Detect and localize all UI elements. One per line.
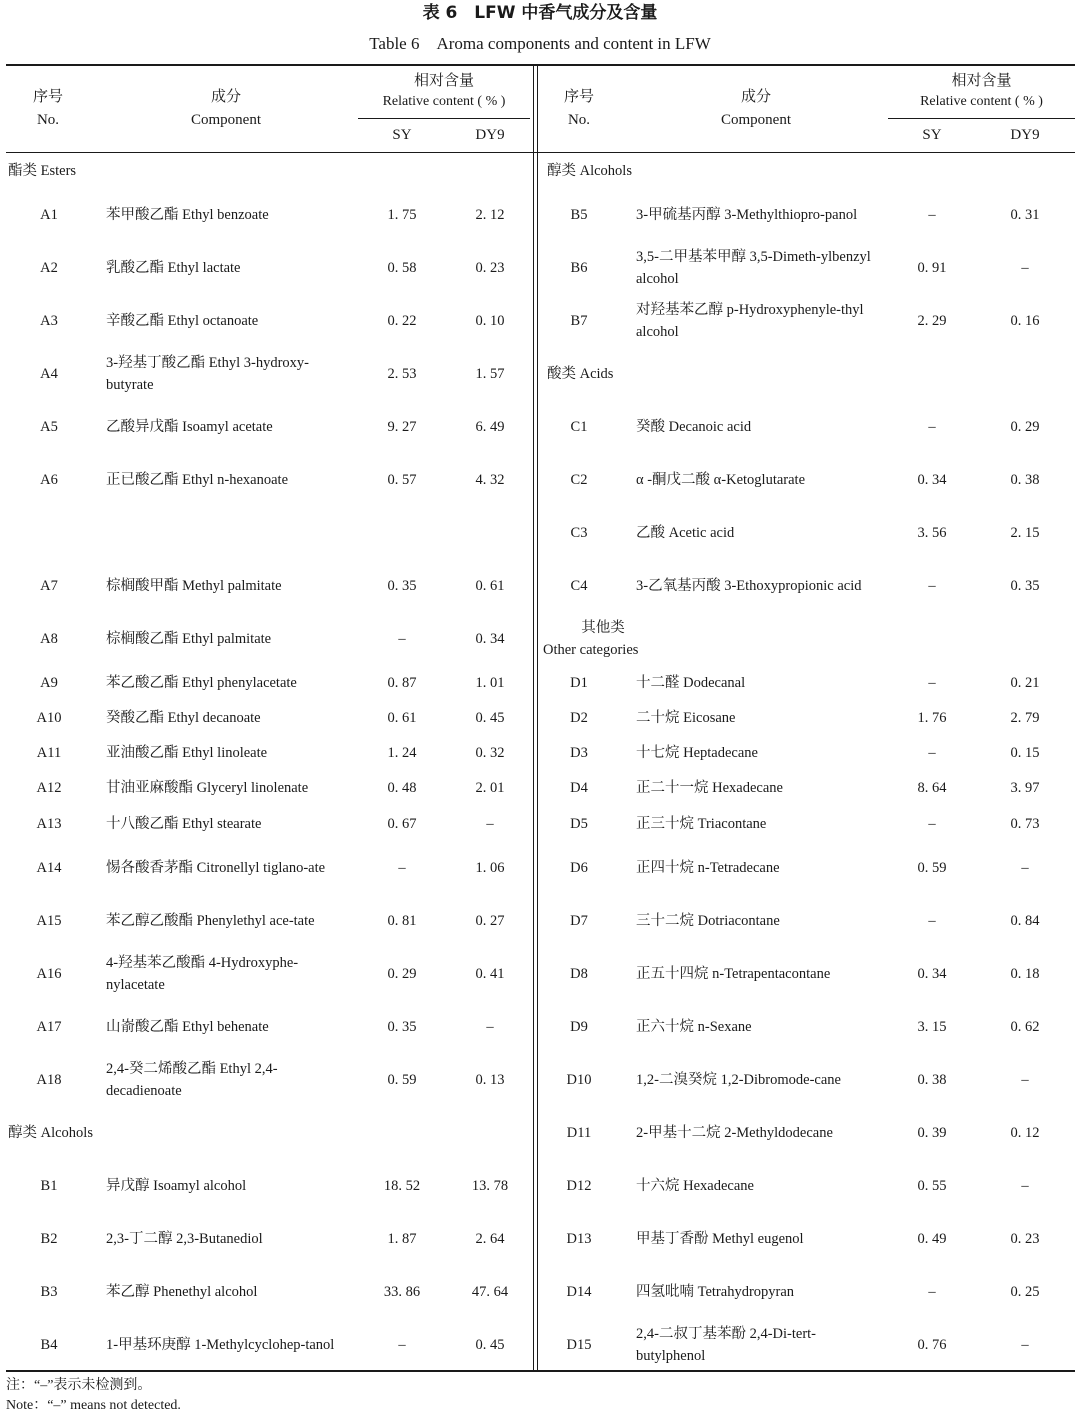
row-number: A14 xyxy=(36,860,62,876)
row-value-sy: 9. 27 xyxy=(387,419,417,435)
row-component: α -酮戊二酸 α-Ketoglutarate xyxy=(636,472,806,488)
row-value-sy: 1. 24 xyxy=(387,745,417,761)
row-component: 3-羟基丁酸乙酯 Ethyl 3-hydroxy-butyrate xyxy=(106,355,309,393)
row-value-dy9: 0. 18 xyxy=(1010,966,1040,982)
row-value-dy9: – xyxy=(1021,1178,1029,1194)
row-component: 甘油亚麻酸酯 Glyceryl linolenate xyxy=(106,780,309,796)
row-component: 十八酸乙酯 Ethyl stearate xyxy=(106,816,262,832)
table-caption-zh: 表 6 LFW 中香气成分及含量 xyxy=(422,3,658,23)
header-sy: SY xyxy=(392,127,412,143)
row-value-dy9: – xyxy=(1021,1337,1029,1353)
row-component: 三十二烷 Dotriacontane xyxy=(636,913,780,929)
row-value-dy9: 13. 78 xyxy=(471,1178,509,1194)
row-component: 辛酸乙酯 Ethyl octanoate xyxy=(106,313,259,329)
row-value-sy: 0. 57 xyxy=(387,472,417,488)
row-number: A1 xyxy=(40,207,58,223)
row-component: 癸酸 Decanoic acid xyxy=(636,419,752,435)
row-number: D13 xyxy=(566,1231,592,1247)
row-number: A4 xyxy=(40,366,58,382)
note-en: Note：“–” means not detected. xyxy=(6,1398,181,1413)
row-value-dy9: 1. 01 xyxy=(475,675,505,691)
row-value-sy: 0. 58 xyxy=(387,260,417,276)
row-number: D1 xyxy=(570,675,588,691)
header-no-zh: 序号 xyxy=(32,89,63,105)
row-value-sy: 33. 86 xyxy=(383,1284,421,1300)
row-value-sy: 0. 34 xyxy=(917,472,947,488)
row-component: 正六十烷 n-Sexane xyxy=(636,1019,752,1035)
row-number: A6 xyxy=(40,472,58,488)
row-value-dy9: – xyxy=(1021,1072,1029,1088)
header-dy9: DY9 xyxy=(475,127,505,143)
row-number: B6 xyxy=(570,260,588,276)
row-component: 3-乙氧基丙酸 3-Ethoxypropionic acid xyxy=(636,578,862,594)
row-number: A5 xyxy=(40,419,58,435)
row-component: 惕各酸香茅酯 Citronellyl tiglano-ate xyxy=(106,860,326,876)
row-value-sy: – xyxy=(928,816,936,832)
header-sy: SY xyxy=(922,127,942,143)
row-component: 乙酸 Acetic acid xyxy=(636,525,735,541)
row-number: B5 xyxy=(570,207,588,223)
row-value-sy: 3. 56 xyxy=(917,525,947,541)
row-value-dy9: 0. 12 xyxy=(1010,1125,1040,1141)
section-heading: 醇类 Alcohols xyxy=(8,1125,93,1141)
row-number: B3 xyxy=(40,1284,58,1300)
row-component: 十六烷 Hexadecane xyxy=(636,1178,754,1194)
row-value-dy9: 2. 79 xyxy=(1010,710,1040,726)
row-value-sy: – xyxy=(398,860,406,876)
row-component: 对羟基苯乙醇 p-Hydroxyphenyle-thyl alcohol xyxy=(636,302,864,340)
row-value-dy9: 0. 29 xyxy=(1010,419,1040,435)
row-value-dy9: – xyxy=(486,1019,494,1035)
row-component: 四氢吡喃 Tetrahydropyran xyxy=(636,1284,795,1300)
row-value-dy9: 0. 35 xyxy=(1010,578,1040,594)
row-number: D6 xyxy=(570,860,588,876)
row-value-sy: – xyxy=(398,1337,406,1353)
header-rel-en: Relative content ( % ) xyxy=(382,94,506,109)
row-number: D15 xyxy=(566,1337,592,1353)
header-comp-en: Component xyxy=(191,112,261,128)
row-value-sy: – xyxy=(928,207,936,223)
row-number: A2 xyxy=(40,260,58,276)
row-value-sy: 0. 81 xyxy=(387,913,417,929)
row-component: 山嵛酸乙酯 Ethyl behenate xyxy=(106,1019,269,1035)
row-value-sy: 0. 61 xyxy=(387,710,417,726)
section-heading-zh: 其他类 xyxy=(581,620,625,636)
row-number: D8 xyxy=(570,966,588,982)
row-component: 正已酸乙酯 Ethyl n-hexanoate xyxy=(106,472,289,488)
row-value-sy: 3. 15 xyxy=(917,1019,947,1035)
row-number: D2 xyxy=(570,710,588,726)
note-zh: 注：“–”表示未检测到。 xyxy=(6,1378,152,1393)
row-value-sy: 0. 87 xyxy=(387,675,417,691)
row-component: 癸酸乙酯 Ethyl decanoate xyxy=(106,710,261,726)
row-component: 二十烷 Eicosane xyxy=(636,710,736,726)
row-component: 2-甲基十二烷 2-Methyldodecane xyxy=(636,1125,833,1141)
row-value-sy: 0. 22 xyxy=(387,313,417,329)
row-number: A3 xyxy=(40,313,58,329)
row-value-sy: 0. 48 xyxy=(387,780,417,796)
row-component: 苯乙醇乙酸酯 Phenylethyl ace-tate xyxy=(106,913,315,929)
row-value-sy: – xyxy=(398,631,406,647)
row-number: D9 xyxy=(570,1019,588,1035)
row-value-dy9: 0. 23 xyxy=(475,260,505,276)
row-component: 2,4-癸二烯酸乙酯 Ethyl 2,4-decadienoate xyxy=(106,1061,278,1099)
row-component: 正三十烷 Triacontane xyxy=(636,816,767,832)
row-number: A9 xyxy=(40,675,58,691)
row-component: 正四十烷 n-Tetradecane xyxy=(636,860,780,876)
header-no-zh: 序号 xyxy=(563,89,594,105)
subheader-rule-left xyxy=(358,118,530,119)
row-number: C1 xyxy=(570,419,588,435)
row-value-dy9: 0. 62 xyxy=(1010,1019,1040,1035)
row-value-sy: 1. 87 xyxy=(387,1231,417,1247)
row-value-dy9: 6. 49 xyxy=(475,419,505,435)
subheader-rule-right xyxy=(888,118,1075,119)
row-number: A7 xyxy=(40,578,58,594)
header-rel-en: Relative content ( % ) xyxy=(920,94,1043,109)
row-number: A17 xyxy=(36,1019,62,1035)
row-value-sy: 1. 76 xyxy=(917,710,947,726)
row-value-sy: – xyxy=(928,745,936,761)
row-component: 正五十四烷 n-Tetrapentacontane xyxy=(636,966,831,982)
row-value-sy: 0. 38 xyxy=(917,1072,947,1088)
row-component: 棕榈酸甲酯 Methyl palmitate xyxy=(106,578,282,594)
row-component: 亚油酸乙酯 Ethyl linoleate xyxy=(106,745,268,761)
row-value-sy: – xyxy=(928,578,936,594)
row-number: B7 xyxy=(570,313,588,329)
section-heading: 酸类 Acids xyxy=(547,366,614,382)
header-dy9: DY9 xyxy=(1010,127,1040,143)
row-value-sy: 0. 39 xyxy=(917,1125,947,1141)
row-value-dy9: 0. 73 xyxy=(1010,816,1040,832)
row-number: A11 xyxy=(36,745,62,761)
row-value-sy: 0. 59 xyxy=(387,1072,417,1088)
row-value-sy: 0. 76 xyxy=(917,1337,947,1353)
row-number: B1 xyxy=(40,1178,58,1194)
row-value-dy9: – xyxy=(486,816,494,832)
row-number: B4 xyxy=(40,1337,58,1353)
row-value-dy9: 0. 16 xyxy=(1010,313,1040,329)
row-component: 1-甲基环庚醇 1-Methylcyclohep-tanol xyxy=(106,1337,335,1353)
row-value-sy: 0. 35 xyxy=(387,1019,417,1035)
row-value-sy: 0. 67 xyxy=(387,816,417,832)
row-number: D12 xyxy=(566,1178,592,1194)
row-component: 棕榈酸乙酯 Ethyl palmitate xyxy=(106,631,272,647)
row-number: D5 xyxy=(570,816,588,832)
row-number: A16 xyxy=(36,966,62,982)
row-number: D4 xyxy=(570,780,588,796)
row-value-sy: 2. 29 xyxy=(917,313,947,329)
row-value-dy9: 0. 15 xyxy=(1010,745,1040,761)
row-number: A15 xyxy=(36,913,62,929)
row-component: 十二醛 Dodecanal xyxy=(636,675,746,691)
row-value-dy9: 0. 25 xyxy=(1010,1284,1040,1300)
section-heading-en: Other categories xyxy=(543,642,639,658)
row-value-sy: 0. 29 xyxy=(387,966,417,982)
row-value-sy: – xyxy=(928,419,936,435)
row-value-dy9: 0. 32 xyxy=(475,745,505,761)
row-number: D14 xyxy=(566,1284,592,1300)
bottom-rule xyxy=(6,1370,1075,1372)
row-value-dy9: 0. 45 xyxy=(475,710,505,726)
row-number: A8 xyxy=(40,631,58,647)
row-value-sy: 0. 49 xyxy=(917,1231,947,1247)
row-value-dy9: 0. 45 xyxy=(475,1337,505,1353)
row-component: 3-甲硫基丙醇 3-Methylthiopro-panol xyxy=(636,207,858,223)
row-value-sy: 0. 91 xyxy=(917,260,947,276)
row-value-dy9: – xyxy=(1021,260,1029,276)
row-value-sy: 0. 34 xyxy=(917,966,947,982)
row-value-dy9: 2. 64 xyxy=(475,1231,505,1247)
row-value-sy: 2. 53 xyxy=(387,366,417,382)
row-component: 乳酸乙酯 Ethyl lactate xyxy=(106,260,241,276)
row-number: D3 xyxy=(570,745,588,761)
header-no-en: No. xyxy=(36,112,60,128)
row-value-dy9: – xyxy=(1021,860,1029,876)
row-component: 苯乙醇 Phenethyl alcohol xyxy=(106,1284,258,1300)
row-value-dy9: 1. 06 xyxy=(475,860,505,876)
row-number: A13 xyxy=(36,816,62,832)
row-component: 正二十一烷 Hexadecane xyxy=(636,780,783,796)
row-component: 异戊醇 Isoamyl alcohol xyxy=(106,1178,247,1194)
row-value-sy: – xyxy=(928,913,936,929)
header-no-en: No. xyxy=(567,112,591,128)
header-rel-zh: 相对含量 xyxy=(413,73,474,89)
row-number: B2 xyxy=(40,1231,58,1247)
row-component: 甲基丁香酚 Methyl eugenol xyxy=(636,1231,804,1247)
row-value-dy9: 47. 64 xyxy=(471,1284,509,1300)
row-value-dy9: 2. 12 xyxy=(475,207,505,223)
row-component: 1,2-二溴癸烷 1,2-Dibromode-cane xyxy=(636,1072,841,1088)
row-value-dy9: 0. 27 xyxy=(475,913,505,929)
header-rel-zh: 相对含量 xyxy=(951,73,1012,89)
row-value-dy9: 0. 21 xyxy=(1010,675,1040,691)
row-value-dy9: 0. 31 xyxy=(1010,207,1040,223)
row-number: D7 xyxy=(570,913,588,929)
row-component: 苯乙酸乙酯 Ethyl phenylacetate xyxy=(106,675,297,691)
row-value-dy9: 0. 84 xyxy=(1010,913,1040,929)
row-value-sy: 1. 75 xyxy=(387,207,417,223)
row-value-dy9: 2. 15 xyxy=(1010,525,1040,541)
row-component: 苯甲酸乙酯 Ethyl benzoate xyxy=(106,207,269,223)
row-value-sy: – xyxy=(928,675,936,691)
row-value-sy: – xyxy=(928,1284,936,1300)
table-caption-en: Table 6 Aroma components and content in LFW xyxy=(369,34,711,53)
row-number: A12 xyxy=(36,780,62,796)
row-component: 3,5-二甲基苯甲醇 3,5-Dimeth-ylbenzyl alcohol xyxy=(636,249,871,287)
header-comp-zh: 成分 xyxy=(210,89,241,105)
row-value-dy9: 1. 57 xyxy=(475,366,505,382)
row-value-sy: 18. 52 xyxy=(383,1178,421,1194)
section-heading: 醇类 Alcohols xyxy=(547,163,632,179)
row-component: 十七烷 Heptadecane xyxy=(636,745,758,761)
row-value-dy9: 3. 97 xyxy=(1010,780,1040,796)
row-number: D10 xyxy=(566,1072,592,1088)
row-value-dy9: 4. 32 xyxy=(475,472,505,488)
row-value-dy9: 0. 23 xyxy=(1010,1231,1040,1247)
row-value-dy9: 2. 01 xyxy=(475,780,505,796)
row-component: 4-羟基苯乙酸酯 4-Hydroxyphe-nylacetate xyxy=(106,955,299,993)
row-value-dy9: 0. 34 xyxy=(475,631,505,647)
center-divider-b xyxy=(537,64,538,1371)
header-rule xyxy=(6,152,1075,153)
section-heading: 酯类 Esters xyxy=(8,163,77,179)
center-divider-a xyxy=(533,64,534,1371)
row-value-sy: 0. 35 xyxy=(387,578,417,594)
row-number: A18 xyxy=(36,1072,62,1088)
row-number: D11 xyxy=(566,1125,592,1141)
header-comp-zh: 成分 xyxy=(740,89,771,105)
row-component: 乙酸异戊酯 Isoamyl acetate xyxy=(106,419,273,435)
row-value-dy9: 0. 10 xyxy=(475,313,505,329)
row-value-dy9: 0. 13 xyxy=(475,1072,505,1088)
row-component: 2,3-丁二醇 2,3-Butanediol xyxy=(106,1231,263,1247)
row-value-dy9: 0. 61 xyxy=(475,578,505,594)
row-value-dy9: 0. 41 xyxy=(475,966,505,982)
row-value-dy9: 0. 38 xyxy=(1010,472,1040,488)
header-comp-en: Component xyxy=(721,112,791,128)
row-value-sy: 0. 55 xyxy=(917,1178,947,1194)
row-number: C4 xyxy=(570,578,588,594)
row-number: C2 xyxy=(570,472,588,488)
row-number: A10 xyxy=(36,710,62,726)
row-number: C3 xyxy=(570,525,588,541)
top-rule xyxy=(6,64,1075,66)
row-value-sy: 0. 59 xyxy=(917,860,947,876)
row-value-sy: 8. 64 xyxy=(917,780,947,796)
row-component: 2,4-二叔丁基苯酚 2,4-Di-tert-butylphenol xyxy=(636,1326,817,1364)
